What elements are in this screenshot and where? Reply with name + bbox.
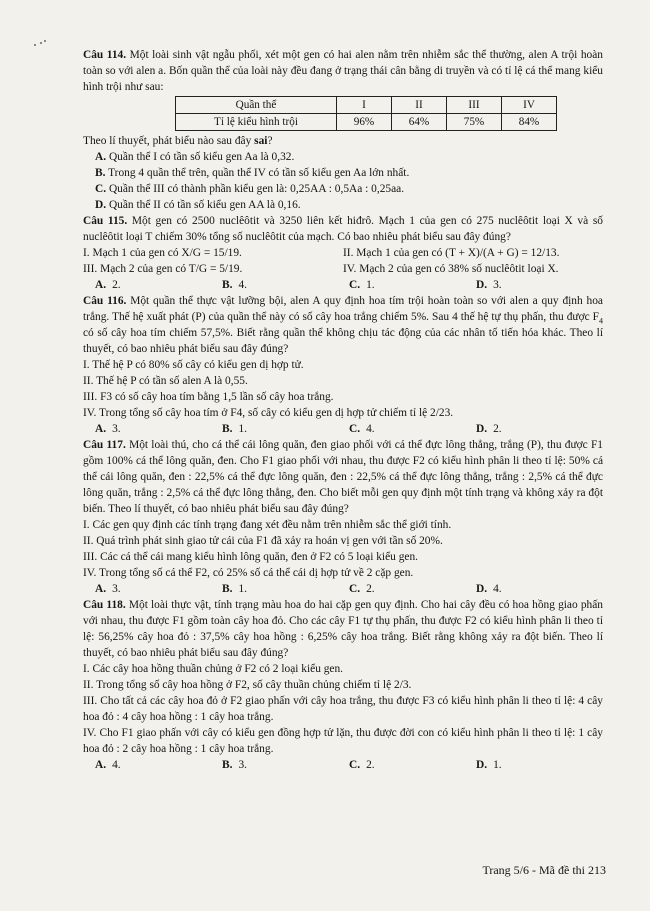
option-key: B. (222, 423, 233, 435)
table-cell: 96% (337, 114, 392, 131)
statement-4: IV. Trong tổng số cây hoa tím ở F4, số cây có kiểu gen dị hợp tử chiếm tỉ lệ 2/23. (83, 407, 454, 419)
option-text: 2. (493, 423, 502, 435)
subscript: 4 (599, 316, 603, 326)
option-text: Quần thể III có thành phần kiểu gen là: 0,25AA : 0,5Aa : 0,25aa. (108, 183, 405, 195)
option-text: Quần thể I có tần số kiểu gen Aa là 0,32. (108, 151, 295, 163)
option-key: A. (95, 759, 107, 771)
option-key: D. (476, 759, 488, 771)
question-stem: Một loài sinh vật ngẫu phối, xét một gen có hai alen nằm trên nhiễm sắc thể thường, alen A trội hoàn toàn so với alen a. Bốn quần thể của loài này đều đang ở trạng thái cân bằng di truyền và có tỉ lệ cá thể mang kiểu hình trội như sau: (83, 49, 603, 93)
option-key: D. (95, 199, 107, 211)
option-text: 3. (112, 583, 121, 595)
table-cell: 64% (392, 114, 447, 131)
answer-option-a[interactable] (95, 757, 222, 773)
question-number: Câu 118. (83, 599, 126, 611)
statement-3: III. Cho tất cả các cây hoa đỏ ở F2 giao phấn với cây hoa trắng, thu được F3 có kiểu hình phân li theo tỉ lệ: 4 cây hoa đỏ : 4 cây hoa hồng : 1 cây hoa trắng. (83, 695, 603, 723)
question-number: Câu 116. (83, 295, 127, 307)
option-text: 4. (493, 583, 502, 595)
question-116 (83, 293, 603, 437)
answer-option-d[interactable] (476, 757, 603, 773)
statement-2: II. Mạch 1 của gen có (T + X)/(A + G) = 12/13. (343, 247, 560, 259)
statement-2: II. Trong tổng số cây hoa hồng ở F2, số cây thuần chủng chiếm tỉ lệ 2/3. (83, 679, 412, 691)
question-number: Câu 115. (83, 215, 128, 227)
option-text: 3. (493, 279, 502, 291)
statement-4: IV. Trong tổng số cá thể F2, có 25% số cá thể cái dị hợp tử về 2 cặp gen. (83, 567, 414, 579)
answer-options (83, 421, 603, 437)
answer-option-a[interactable] (95, 581, 222, 597)
option-text: Trong 4 quần thể trên, quần thể IV có tần số kiểu gen Aa lớn nhất. (108, 167, 410, 179)
statement-3: III. Mạch 2 của gen có T/G = 5/19. (83, 263, 243, 275)
option-text: 3. (112, 423, 121, 435)
option-text: 2. (366, 759, 375, 771)
answer-options (83, 757, 603, 773)
question-number: Câu 114. (83, 49, 127, 61)
answer-option-a[interactable] (95, 277, 222, 293)
answer-option-b[interactable] (222, 757, 349, 773)
answer-option-d[interactable] (476, 421, 603, 437)
option-key: D. (476, 423, 488, 435)
table-cell: 75% (447, 114, 502, 131)
option-text: 1. (366, 279, 375, 291)
answer-option-a[interactable] (95, 421, 222, 437)
table-header-dominant-ratio: Tỉ lệ kiểu hình trội (176, 114, 337, 131)
statement-3: III. F3 có số cây hoa tím bằng 1,5 lần số cây hoa trắng. (83, 391, 334, 403)
statement-2: II. Quá trình phát sinh giao tử cái của F1 đã xảy ra hoán vị gen với tần số 20%. (83, 535, 443, 547)
option-text: 1. (493, 759, 502, 771)
question-stem-continued: có số cây hoa tím chiếm 57,5%. Biết rằng quần thể không chịu tác động của các nhân tố tiến hóa khác. Theo lí thuyết, có bao nhiêu phát biểu sau đây đúng? (83, 327, 603, 355)
answer-options (83, 277, 603, 293)
option-key: B. (222, 759, 233, 771)
question-stem: Một loài thú, cho cá thể cái lông quăn, đen giao phối với cá thể đực lông thẳng, trắng (P), thu được F1 gồm 100% cá thể lông quăn, đen. Cho F1 giao phối với nhau, thu được F2 có kiểu hình phân li theo tỉ lệ: 50% cá thể cái lông quăn, đen : 22,5% cá thể đực lông quăn, đen : 22,5% cá thể đực lông thẳng, trắng : 2,5% cá thể đực lông quăn, trắng : 2,5% cá thể đực lông thẳng, đen. Cho biết mỗi gen quy định một tính trạng và không xảy ra đột biến. Theo lí thuyết, có bao nhiêu phát biểu sau đây đúng? (83, 439, 603, 515)
scan-specks (34, 40, 46, 48)
option-key: C. (349, 759, 361, 771)
option-key: D. (476, 583, 488, 595)
answer-option-d[interactable] (476, 277, 603, 293)
statement-3: III. Các cá thể cái mang kiểu hình lông quăn, đen ở F2 có 5 loại kiểu gen. (83, 551, 418, 563)
answer-option-b[interactable] (222, 581, 349, 597)
option-key: C. (95, 183, 107, 195)
statement-1: I. Mạch 1 của gen có X/G = 15/19. (83, 247, 242, 259)
table-header-population: Quần thể (176, 97, 337, 114)
question-stem: Một quần thể thực vật lưỡng bội, alen A quy định hoa tím trội hoàn toàn so với alen a quy định hoa trắng. Thế hệ xuất phát (P) của quần thể này có số cây hoa trắng chiếm 5%. Sau 4 thế hệ tự thụ phấn, thu được F (83, 295, 603, 323)
statement-1: I. Thế hệ P có 80% số cây có kiểu gen dị hợp tử. (83, 359, 304, 371)
option-text: 4. (366, 423, 375, 435)
question-prompt-emphasis: sai (254, 135, 268, 147)
question-prompt-end: ? (267, 135, 273, 147)
phenotype-table (175, 96, 557, 131)
option-key: B. (222, 279, 233, 291)
question-stem: Một loài thực vật, tính trạng màu hoa do hai cặp gen quy định. Cho hai cây đều có hoa hồng giao phấn với nhau, thu được F1 gồm toàn cây hoa đỏ. Cho các cây F1 tự thụ phấn, thu được F2 có kiểu hình phân li theo tỉ lệ: 56,25% cây hoa đỏ : 37,5% cây hoa hồng : 6,25% cây hoa trắng. Biết rằng không xảy ra đột biến. Theo lí thuyết, có bao nhiêu phát biểu sau đây đúng? (83, 599, 603, 659)
option-text: 3. (238, 759, 247, 771)
answer-option-a[interactable] (83, 149, 603, 165)
option-text: 2. (366, 583, 375, 595)
question-117 (83, 437, 603, 597)
statement-row (83, 261, 603, 277)
exam-content (83, 47, 603, 773)
option-key: A. (95, 151, 107, 163)
option-key: C. (349, 423, 361, 435)
answer-option-c[interactable] (349, 421, 476, 437)
option-text: 1. (238, 583, 247, 595)
statement-1: I. Các cây hoa hồng thuần chủng ở F2 có 2 loại kiểu gen. (83, 663, 344, 675)
option-key: A. (95, 583, 107, 595)
question-prompt: Theo lí thuyết, phát biểu nào sau đây (83, 135, 255, 147)
statement-1: I. Các gen quy định các tính trạng đang xét đều nằm trên nhiễm sắc thể giới tính. (83, 519, 452, 531)
answer-option-c[interactable] (349, 277, 476, 293)
statement-4: IV. Mạch 2 của gen có 38% số nuclêôtit loại X. (343, 263, 559, 275)
table-cell: IV (502, 97, 557, 114)
answer-option-c[interactable] (349, 581, 476, 597)
option-key: A. (95, 279, 107, 291)
question-number: Câu 117. (83, 439, 126, 451)
answer-options (83, 581, 603, 597)
option-text: 2. (112, 279, 121, 291)
answer-option-b[interactable] (222, 421, 349, 437)
option-key: C. (349, 279, 361, 291)
answer-option-d[interactable] (83, 197, 603, 213)
option-key: A. (95, 423, 107, 435)
question-114 (83, 47, 603, 213)
question-118 (83, 597, 603, 773)
option-text: Quần thể II có tần số kiểu gen AA là 0,16. (108, 199, 301, 211)
table-row (176, 114, 557, 131)
table-cell: III (447, 97, 502, 114)
table-cell: I (337, 97, 392, 114)
statement-2: II. Thế hệ P có tần số alen A là 0,55. (83, 375, 248, 387)
option-text: 4. (112, 759, 121, 771)
option-key: B. (222, 583, 233, 595)
option-key: D. (476, 279, 488, 291)
answer-option-c[interactable] (83, 181, 603, 197)
option-text: 4. (238, 279, 247, 291)
answer-option-d[interactable] (476, 581, 603, 597)
question-115 (83, 213, 603, 293)
table-cell: II (392, 97, 447, 114)
option-key: B. (95, 167, 106, 179)
option-text: 1. (238, 423, 247, 435)
answer-option-b[interactable] (83, 165, 603, 181)
statement-4: IV. Cho F1 giao phấn với cây có kiểu gen đồng hợp tử lặn, thu được đời con có kiểu hình phân li theo tỉ lệ: 1 cây hoa đỏ : 2 cây hoa hồng : 1 cây hoa trắng. (83, 727, 603, 755)
question-stem: Một gen có 2500 nuclêôtit và 3250 liên kết hiđrô. Mạch 1 của gen có 275 nuclêôtit loại X và số nuclêôtit loại T chiếm 30% tổng số nuclêôtit của mạch. Có bao nhiêu phát biểu sau đây đúng? (83, 215, 603, 243)
answer-option-c[interactable] (349, 757, 476, 773)
page-footer: Trang 5/6 - Mã đề thi 213 (482, 863, 606, 877)
answer-option-b[interactable] (222, 277, 349, 293)
option-key: C. (349, 583, 361, 595)
statement-row (83, 245, 603, 261)
table-row (176, 97, 557, 114)
table-cell: 84% (502, 114, 557, 131)
